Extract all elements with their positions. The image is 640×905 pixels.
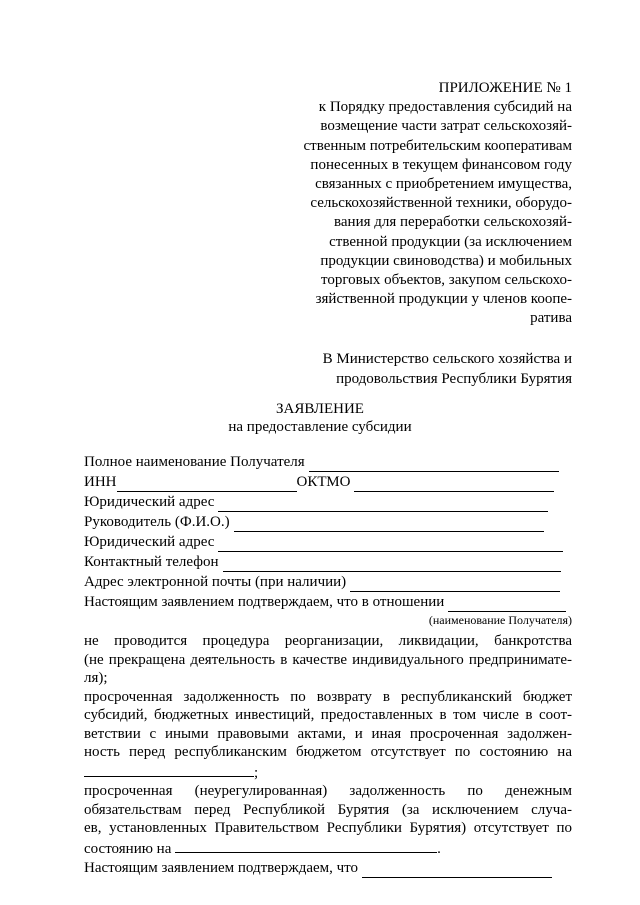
paragraph-line: ность перед республиканским бюджетом отсутствует по состоянию на [84,744,572,760]
paragraph-line: не проводится процедура реорганизации, ликвидации, банкротства [84,633,572,649]
full-name-row [84,452,572,472]
confirm-relation-row [84,592,572,612]
appendix-block [300,79,572,329]
legal-address-field[interactable] [218,497,548,512]
recipient-line: В Министерство сельского хозяйства и [322,351,572,367]
appendix-line: зяйственной продукции у членов коопе- [315,291,572,308]
debt-date-field-2[interactable] [175,838,437,853]
paragraph-line: (не прекращена деятельность в качестве индивидуального предпринимате- [84,651,572,668]
application-form [84,452,572,878]
full-name-label: Полное наименование Получателя [84,454,305,470]
appendix-line: торговых объектов, закупом сельскохо- [321,272,572,289]
appendix-line: ственной продукции (за исключением [329,233,572,250]
document-title: ЗАЯВЛЕНИЕ [276,401,364,417]
paragraph-line: просроченная задолженность по возврату в республиканский бюджет [84,688,572,705]
confirm-relation-label: Настоящим заявлением подтверждаем, что в отношении [84,594,445,610]
appendix-line: продукции свиноводства) и мобильных [320,252,572,269]
paragraph-no-overdue-debt [84,688,572,783]
appendix-line: связанных с приобретением имущества, [315,176,572,193]
appendix-line: ственным потребительским кооперативам [303,137,572,154]
email-field[interactable] [350,577,560,592]
paragraph-line: ля); [84,670,108,686]
legal-address-field-2[interactable] [218,537,563,552]
final-confirm-row [84,858,572,878]
email-label: Адрес электронной почты (при наличии) [84,574,347,590]
paragraph-line [84,838,572,859]
paragraph-punctuation: . [437,840,441,857]
recipient-name-field[interactable] [448,597,566,612]
phone-row [84,552,572,572]
recipient-name-note: (наименование Получателя) [428,613,572,627]
head-row [84,512,572,532]
inn-oktmo-row [84,472,572,492]
paragraph-no-unsettled-debt [84,782,572,858]
legal-address-label: Юридический адрес [84,494,215,510]
paragraph-line: обязательствам перед Республикой Бурятия (за исключением случа- [84,801,572,818]
final-confirm-field[interactable] [362,863,552,878]
recipient-line: продовольствия Республики Бурятия [336,371,572,387]
appendix-line: возмещение части затрат сельскохозяй- [320,118,572,135]
paragraph-line: ев, установленных Правительством Республики Бурятия) отсутствует по [84,820,572,836]
inn-field[interactable] [117,477,297,492]
legal-address-row [84,492,572,512]
paragraph-line: просроченная (неурегулированная) задолженность по денежным [84,783,572,799]
appendix-line: сельскохозяйственной техники, оборудо- [310,195,572,212]
phone-field[interactable] [223,557,561,572]
paragraph-text: состоянию на [84,840,172,857]
paragraph-line [84,762,572,783]
recipient-block [300,349,572,389]
appendix-line: ратива [530,310,572,327]
appendix-line: к Порядку предоставления субсидий на [318,99,572,116]
final-confirm-label: Настоящим заявлением подтверждаем, что [84,860,359,876]
legal-address-row-2 [84,532,572,552]
appendix-line: вания для переработки сельскохозяй- [334,214,572,231]
phone-label: Контактный телефон [84,554,219,570]
legal-address-label-2: Юридический адрес [84,534,215,550]
head-label: Руководитель (Ф.И.О.) [84,514,230,530]
appendix-title: ПРИЛОЖЕНИЕ № 1 [438,80,572,96]
appendix-line: понесенных в текущем финансовом году [310,156,572,173]
oktmo-label: ОКТМО [296,474,351,490]
document-subtitle: на предоставление субсидии [228,419,412,435]
email-row [84,572,572,592]
paragraph-no-reorganization [84,632,572,688]
oktmo-field[interactable] [354,477,554,492]
full-name-field[interactable] [309,457,559,472]
head-field[interactable] [234,517,544,532]
paragraph-line: субсидий, бюджетных инвестиций, предоставленных в том числе в соот- [84,707,572,723]
paragraph-punctuation: ; [254,764,259,781]
inn-label: ИНН [84,474,117,490]
paragraph-line: ветствии с иными правовыми актами, и иная просроченная задолжен- [84,725,572,742]
debt-date-field-1[interactable] [84,762,254,777]
